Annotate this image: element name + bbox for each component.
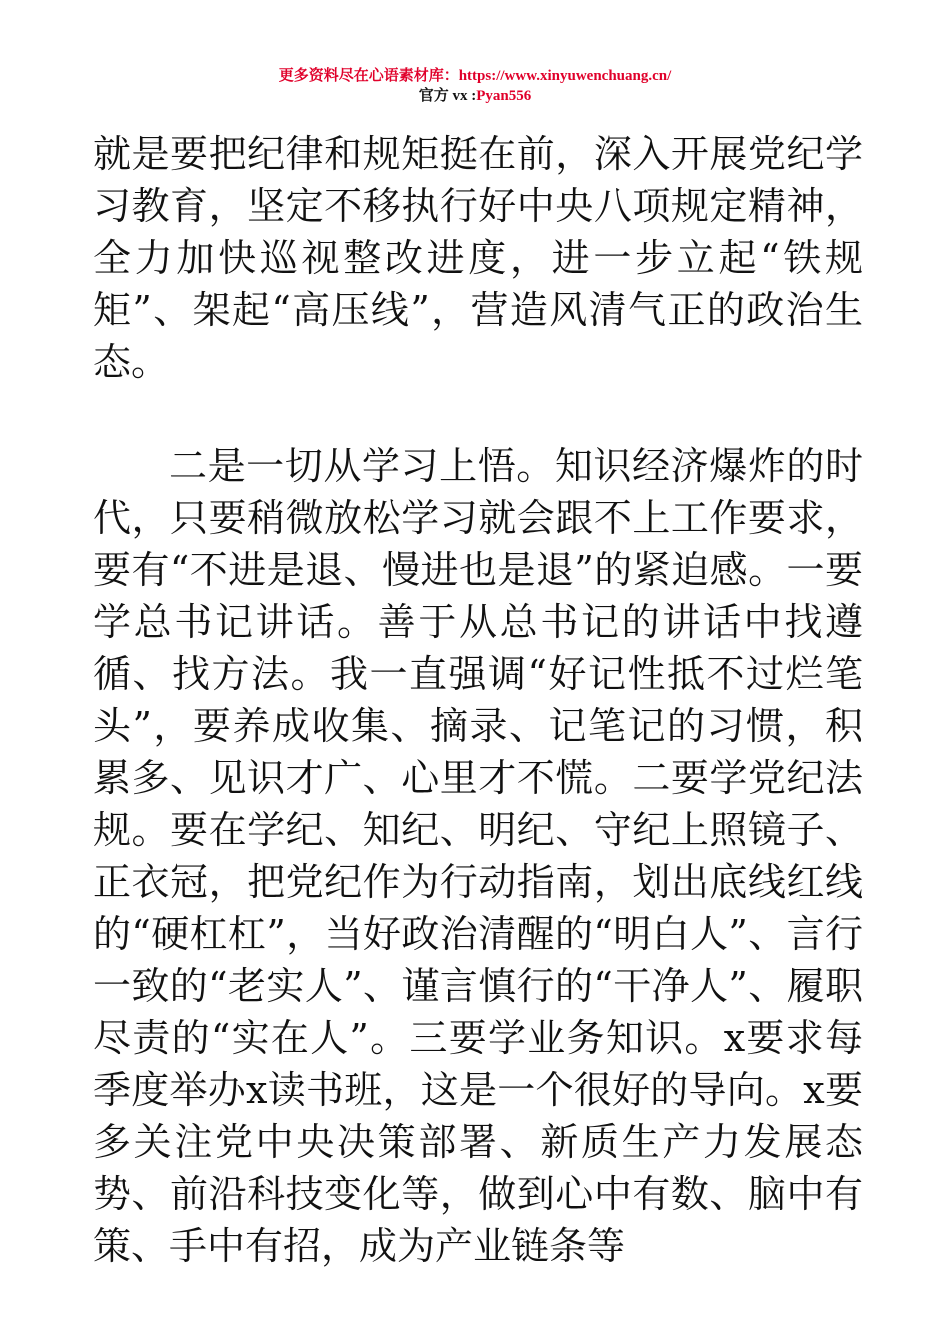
paragraph-spacer [93, 388, 863, 440]
header-contact-id: Pyan556 [476, 88, 532, 104]
header-contact-line [0, 86, 950, 106]
paragraph-continuation: 就是要把纪律和规矩挺在前，深入开展党纪学习教育，坚定不移执行好中央八项规定精神，全力加快巡视整改进度，进一步立起“铁规矩”、架起“高压线”，营造风清气正的政治生态。 [93, 132, 863, 384]
header-url-link[interactable]: https://www.xinyuwenchuang.cn/ [458, 68, 672, 84]
paragraph-learning: 二是一切从学习上悟。知识经济爆炸的时代，只要稍微放松学习就会跟不上工作要求，要有“不进是退、慢进也是退”的紧迫感。一要学总书记讲话。善于从总书记的讲话中找遵循、找方法。我一直强调“好记性抵不过烂笔头”，要养成收集、摘录、记笔记的习惯，积累多、见识才广、心里才不慌。二要学党纪法规。要在学纪、知纪、明纪、守纪上照镜子、正衣冠，把党纪作为行动指南，划出底线红线的“硬杠杠”，当好政治清醒的“明白人”、言行一致的“老实人”、谨言慎行的“干净人”、履职尽责的“实在人”。三要学业务知识。x要求每季度举办x读书班，这是一个很好的导向。x要多关注党中央决策部署、新质生产力发展态势、前沿科技变化等，做到心中有数、脑中有策、手中有招，成为产业链条等 [93, 444, 863, 1268]
header-promo-text: 更多资料尽在心语素材库： [278, 68, 459, 84]
document-body [93, 128, 863, 1272]
header-promo-line [0, 66, 950, 86]
header-contact-label: 官方 vx : [418, 88, 477, 104]
page-header [0, 66, 950, 106]
